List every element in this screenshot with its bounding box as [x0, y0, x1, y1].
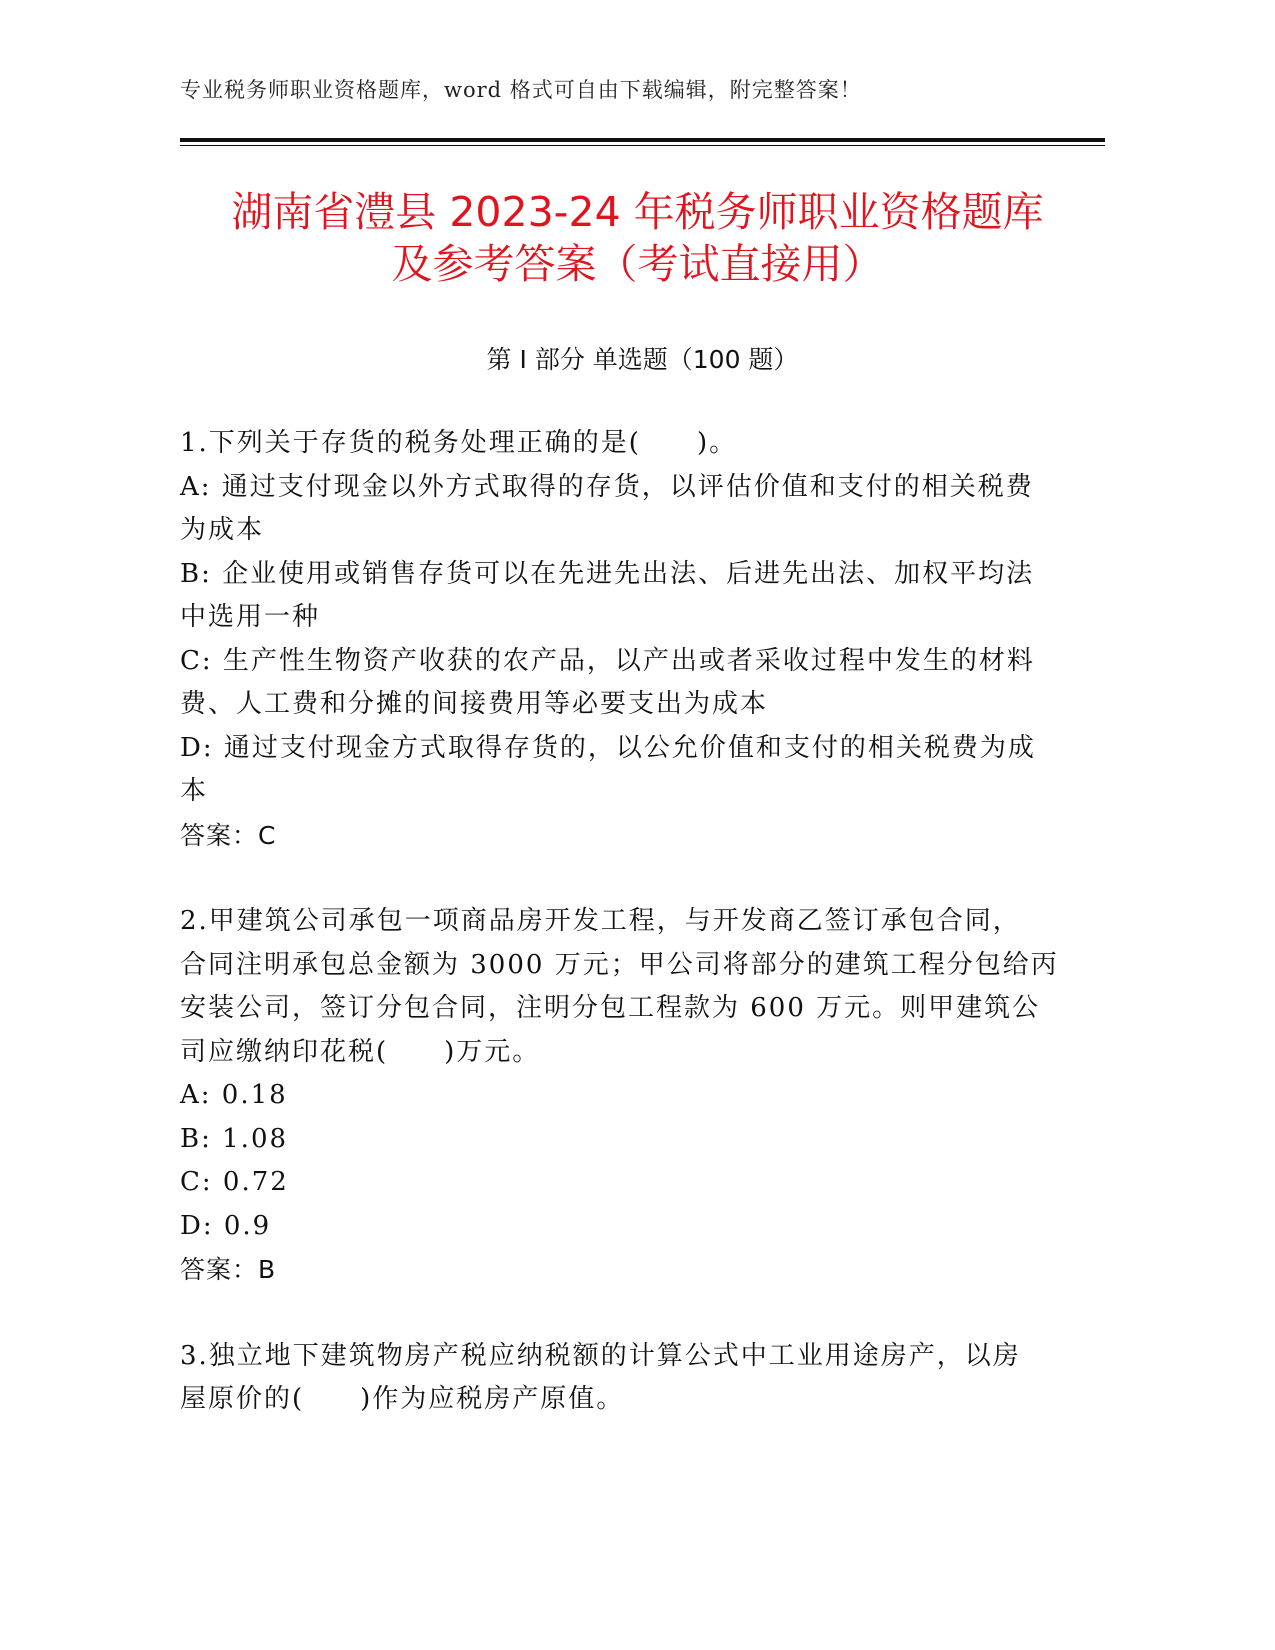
question-3-stem-line-2: 屋原价的( )作为应税房产原值。 [180, 1384, 625, 1414]
question-1 [180, 422, 1040, 857]
section-heading: 第 I 部分 单选题（100 题） [486, 345, 799, 374]
question-list [180, 422, 1059, 1465]
document-title [150, 186, 1125, 290]
question-2-stem-line-4: 司应缴纳印花税( )万元。 [180, 1036, 541, 1067]
question-1-option-c-line-1: C: 生产性生物资产收获的农产品，以产出或者采收过程中发生的材料 [180, 645, 1035, 676]
question-1-answer: 答案：C [180, 820, 277, 850]
question-2-option-c: C: 0.72 [180, 1167, 289, 1197]
document-title-line-1: 湖南省澧县 2023-24 年税务师职业资格题库 [231, 188, 1044, 236]
header-note: 专业税务师职业资格题库，word 格式可自由下载编辑，附完整答案！ [180, 78, 862, 102]
question-2-answer: 答案：B [180, 1255, 277, 1284]
question-1-option-a-line-1: A: 通过支付现金以外方式取得的存货，以评估价值和支付的相关税费 [180, 471, 1034, 502]
question-3-stem-line-1: 3.独立地下建筑物房产税应纳税额的计算公式中工业用途房产，以房 [180, 1340, 1021, 1371]
question-2-stem-line-3: 安装公司，签订分包合同，注明分包工程款为 600 万元。则甲建筑公 [180, 993, 1041, 1023]
header-rule-thick [180, 138, 1105, 142]
question-2-option-a: A: 0.18 [180, 1080, 288, 1110]
question-2-option-b: B: 1.08 [180, 1123, 289, 1154]
document-title-line-2: 及参考答案（考试直接用） [391, 240, 884, 288]
question-1-option-d-line-2: 本 [180, 776, 209, 806]
question-1-option-b-line-2: 中选用一种 [180, 602, 321, 632]
question-2 [180, 900, 1059, 1292]
question-2-stem-line-1: 2.甲建筑公司承包一项商品房开发工程，与开发商乙签订承包合同， [180, 906, 1021, 936]
question-2-stem-line-2: 合同注明承包总金额为 3000 万元；甲公司将部分的建筑工程分包给丙 [180, 949, 1059, 980]
question-1-option-a-line-2: 为成本 [180, 515, 265, 545]
question-2-option-d: D: 0.9 [180, 1210, 272, 1241]
question-1-option-b-line-1: B: 企业使用或销售存货可以在先进先出法、后进先出法、加权平均法 [180, 558, 1035, 589]
question-1-stem: 1.下列关于存货的税务处理正确的是( )。 [180, 428, 738, 458]
header-rule-thin [180, 145, 1105, 146]
question-1-option-c-line-2: 费、人工费和分摊的间接费用等必要支出为成本 [180, 689, 769, 719]
question-3 [180, 1335, 1040, 1422]
question-1-option-d-line-1: D: 通过支付现金方式取得存货的，以公允价值和支付的相关税费为成 [180, 732, 1036, 763]
